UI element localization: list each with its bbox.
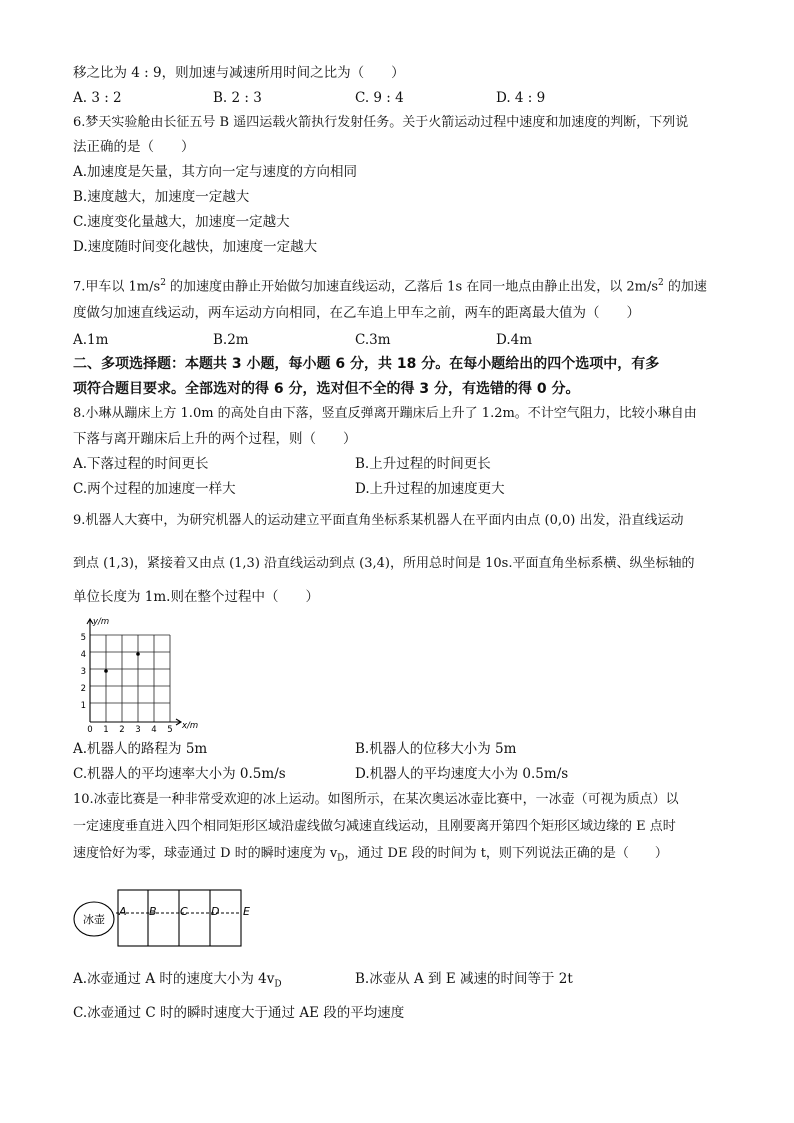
q8-option-d: D.上升过程的加速度更大 (355, 481, 505, 497)
graph-y-tick: 4 (80, 650, 86, 660)
q5-option-c: C. 9 : 4 (355, 90, 404, 106)
graph-x-tick: 1 (103, 725, 109, 735)
q9-option-d: D.机器人的平均速度大小为 0.5m/s (355, 766, 569, 782)
graph-x-axis-label: x/m (182, 721, 199, 731)
graph-x-tick: 5 (167, 725, 173, 735)
q9-option-a: A.机器人的路程为 5m (73, 741, 208, 757)
graph-x-tick: 3 (135, 725, 141, 735)
q10-option-c: C.冰壶通过 C 时的瞬时速度大于通过 AE 段的平均速度 (73, 1005, 405, 1021)
q7-option-b: B.2m (213, 332, 249, 348)
q9-stem-line1: 9.机器人大赛中，为研究机器人的运动建立平面直角坐标系某机器人在平面内由点 (0,0) 出发，沿直线运动 (73, 513, 684, 528)
q9-stem-line2: 到点 (1,3)，紧接着又由点 (1,3) 沿直线运动到点 (3,4)，所用总时间是 10s.平面直角坐标系横、纵坐标轴的 (73, 556, 695, 571)
q10-stem-line1: 10.冰壶比赛是一种非常受欢迎的冰上运动。如图所示，在某次奥运冰壶比赛中，一冰壶（可视为质点）以 (73, 792, 679, 807)
graph-point (136, 652, 140, 656)
graph-grid (90, 635, 170, 722)
q5-stem-tail: 移之比为 4 : 9，则加速与减速所用时间之比为（ ） (73, 65, 405, 81)
graph-x-tick: 4 (151, 725, 157, 735)
point-c-label: C (180, 905, 188, 918)
q10-option-a: A.冰壶通过 A 时的速度大小为 $4v_D$ (73, 971, 282, 990)
q8-stem-line2: 下落与离开蹦床后上升的两个过程，则（ ） (73, 431, 357, 447)
q6-option-a: A.加速度是矢量，其方向一定与速度的方向相同 (73, 164, 358, 180)
graph-y-tick: 2 (80, 684, 86, 694)
graph-y-tick: 1 (80, 701, 86, 711)
q8-option-a: A.下落过程的时间更长 (73, 456, 209, 472)
graph-x-tick: 0 (87, 725, 93, 735)
q8-stem-line1: 8.小琳从蹦床上方 1.0m 的高处自由下落，竖直反弹离开蹦床后上升了 1.2m。不计空气阻力，比较小琳自由 (73, 406, 697, 421)
q8-option-b: B.上升过程的时间更长 (355, 456, 491, 472)
q7-option-a: A.1m (73, 332, 109, 348)
section2-heading-line2: 项符合题目要求。全部选对的得 6 分，选对但不全的得 3 分，有选错的得 0 分。 (73, 381, 580, 397)
q6-option-c: C.速度变化量越大，加速度一定越大 (73, 214, 290, 230)
graph-x-tick: 2 (119, 725, 125, 735)
q10-option-b: B.冰壶从 A 到 E 减速的时间等于 2t (355, 971, 573, 987)
q5-option-a: A. 3 : 2 (73, 90, 122, 106)
curling-stone-label: 冰壶 (83, 913, 105, 926)
q6-stem-line2: 法正确的是（ ） (73, 139, 195, 155)
graph-point (104, 669, 108, 673)
q6-stem-line1: 6.梦天实验舱由长征五号 B 遥四运载火箭执行发射任务。关于火箭运动过程中速度和加速度的判断，下列说 (73, 115, 689, 130)
graph-y-tick: 5 (80, 633, 86, 643)
q6-option-d: D.速度随时间变化越快，加速度一定越大 (73, 239, 318, 255)
q7-stem-line2: 度做匀加速直线运动，两车运动方向相同，在乙车追上甲车之前，两车的距离最大值为（ ） (73, 305, 640, 321)
q10-curling-figure (72, 885, 272, 951)
q7-option-d: D.4m (496, 332, 533, 348)
point-b-label: B (149, 905, 157, 918)
q10-stem-line2: 一定速度垂直进入四个相同矩形区域沿虚线做匀减速直线运动，且刚要离开第四个矩形区域边缘的 E 点时 (73, 819, 676, 834)
q9-coordinate-graph (72, 612, 212, 736)
point-d-label: D (211, 905, 220, 918)
q6-option-b: B.速度越大，加速度一定越大 (73, 189, 250, 205)
graph-y-axis-label: y/m (93, 617, 110, 627)
q9-option-b: B.机器人的位移大小为 5m (355, 741, 517, 757)
q9-option-c: C.机器人的平均速率大小为 0.5m/s (73, 766, 286, 782)
q8-option-c: C.两个过程的加速度一样大 (73, 481, 236, 497)
q7-stem-line1: 7.甲车以 $1m/s^2$ 的加速度由静止开始做匀加速直线运动，乙落后 1s 在同一地点由静止出发，以 $2m/s^2$ 的加速 (73, 278, 707, 295)
rect-regions (118, 890, 241, 946)
q7-option-c: C.3m (355, 332, 391, 348)
section2-heading-line1: 二、多项选择题：本题共 3 小题，每小题 6 分，共 18 分。在每小题给出的四个选项中，有多 (73, 356, 660, 372)
q5-option-b: B. 2 : 3 (213, 90, 262, 106)
point-e-label: E (243, 905, 250, 918)
graph-y-tick: 3 (80, 667, 86, 677)
q5-option-d: D. 4 : 9 (496, 90, 546, 106)
q9-stem-line3: 单位长度为 1m.则在整个过程中（ ） (73, 589, 319, 605)
point-a-label: A (119, 905, 127, 918)
q10-stem-line3: 速度恰好为零，球壶通过 D 时的瞬时速度为 $v_D$，通过 DE 段的时间为 t，则下列说法正确的是（ ） (73, 846, 668, 864)
